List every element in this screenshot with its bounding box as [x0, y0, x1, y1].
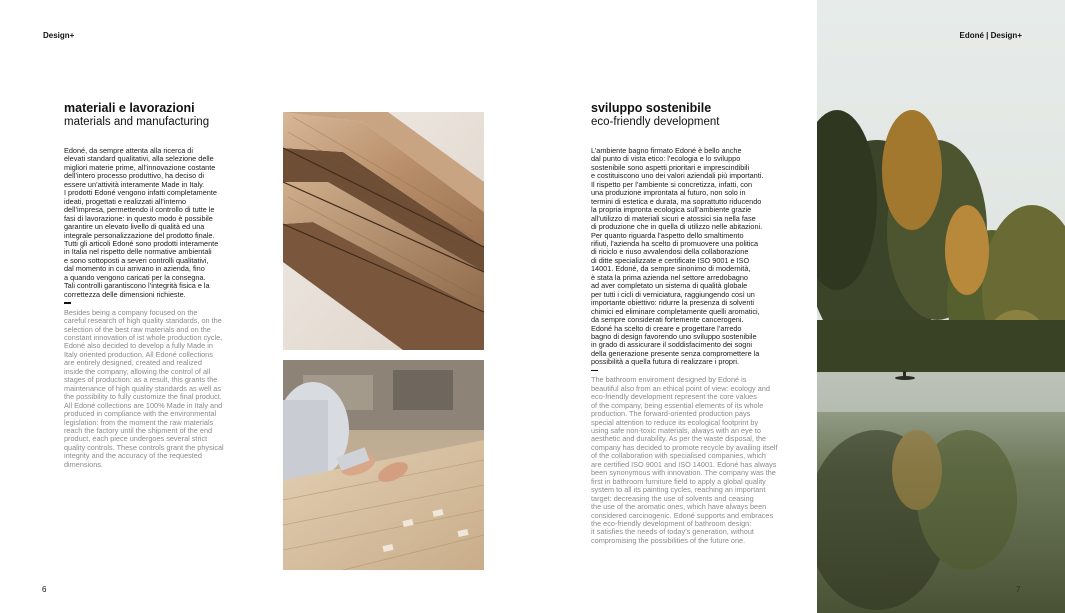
materials-title-it: materiali e lavorazioni — [64, 101, 195, 115]
materials-section — [64, 101, 284, 469]
materials-title-en: materials and manufacturing — [64, 116, 210, 128]
page-number-right: 7 — [1016, 585, 1021, 594]
materials-body-it: Edoné, da sempre attenta alla ricerca di elevati standard qualitativi, alla selezione delle migliori materie prime, all’innovazione costante dell’intero processo produttivo, ha deciso di essere un’attività interamente Made in Italy. I prodotti Edoné vengono infatti completamente ideati, progettati e realizzati all’interno dell’impresa, permettendo il controllo di tutte le fasi di lavorazione: in questo modo è possibile garantire un elevato livello di qualità ed una integrale personalizzazione del prodotto finale. Tutti gli articoli Edoné sono prodotti interamente in Italia nel rispetto delle normative ambientali e sono sottoposti a severi controlli qualitativi, dal momento in cui arrivano in azienda, fino a quando vengono caricati per la consegna. Tali controlli garantiscono l’integrità fisica e la correttezza delle dimensioni richieste. — [64, 146, 219, 299]
language-divider — [64, 302, 71, 304]
page-number-left: 6 — [42, 585, 47, 594]
wood-panels-photo — [283, 112, 484, 350]
sustainability-body-en: The bathroom enviroment designed by Edoné is beautiful also from an ethical point of view: ecology and eco-friendly development represent the core values of the company, being essential elements of its whole production. The forward-oriented production pays special attention to reduce its ecological footprint by using safe non-toxic materials, always with an eye to aesthetic and durability. As per the waste disposal, the company has decided to promote recycle by availing itself of the collaboration with specialised companies, which are certified ISO 9001 and ISO 14001. Edoné has always been synonymous with innovation. The company was the first in bathroom furniture field to apply a global quality system to all its painting cycles, reaching an important target: decreasing the use of solvents and ceasing the use of the aromatic ones, which have always been considered carcinogenic. Edoné supports and embraces the eco-friendly development of bathroom design: it satisfies the needs of today’s generation, without compromising the possibilities of the future one. — [591, 375, 778, 545]
brand-left: Design+ — [43, 31, 75, 40]
sustainability-title-en: eco-friendly development — [591, 116, 720, 128]
river-landscape-photo — [817, 0, 1065, 613]
materials-body-en: Besides being a company focused on the careful research of high quality standards, on the selection of the best raw materials and on the constant innovation of ist whole production cycle, Edoné also decided to develop a fully Made in Italy oriented production. All Edoné collections are entirely designed, created and realized inside the company, allowing the control of all stages of production: as a result, this grants the maintenance of high quality standards as well as the possibility to fully customize the final product. All Edoné collections are 100% Made in Italy and produced in compliance with the environmental legislation: from the moment the raw materials reach the factory until the shipment of the end product, each piece undergoes several strict quality controls. These controls grant the physical integrity and the accuracy of the requested dimensions. — [64, 307, 224, 469]
sustainability-body-it: L’ambiente bagno firmato Edoné è bello anche dal punto di vista etico: l’ecologia e lo sviluppo sostenibile sono aspetti prioritari e imprescindibili e costituiscono uno dei valori aziendali più importanti. Il rispetto per l’ambiente si concretizza, infatti, con una produzione improntata al futuro, non solo in termini di estetica e durata, ma soprattutto riducendo la propria impronta ecologica sull’ambiente grazie all’utilizzo di materiali sicuri e atossici sia nella fase di produzione che in quella di utilizzo nelle abitazioni. Per quanto riguarda l’aspetto dello smaltimento rifiuti, l’azienda ha scelto di promuovere una politica di riciclo e riuso avvalendosi della collaborazione di ditte specializzate e certificate ISO 9001 e ISO 14001. Edoné, da sempre sinonimo di modernità, è stata la prima azienda nel settore arredobagno ad aver completato un sistema di qualità globale per tutti i cicli di verniciatura, raggiungendo così un importante obiettivo: ridurre la presenza di solventi chimici ed eliminare completamente quelli aromatici, da sempre considerati fortemente cancerogeni. Edoné ha scelto di creare e progettare l’arredo bagno di design favorendo uno sviluppo sostenibile in grado di assicurare il soddisfacimento dei sogni della generazione presente senza compromettere la possibilità a quella futura di realizzare i propri. — [591, 146, 764, 367]
workshop-hands-photo — [283, 360, 484, 570]
brand-right: Edoné | Design+ — [959, 31, 1022, 40]
language-divider — [591, 370, 598, 372]
sustainability-title-it: sviluppo sostenibile — [591, 101, 712, 115]
sustainability-section — [591, 101, 796, 545]
